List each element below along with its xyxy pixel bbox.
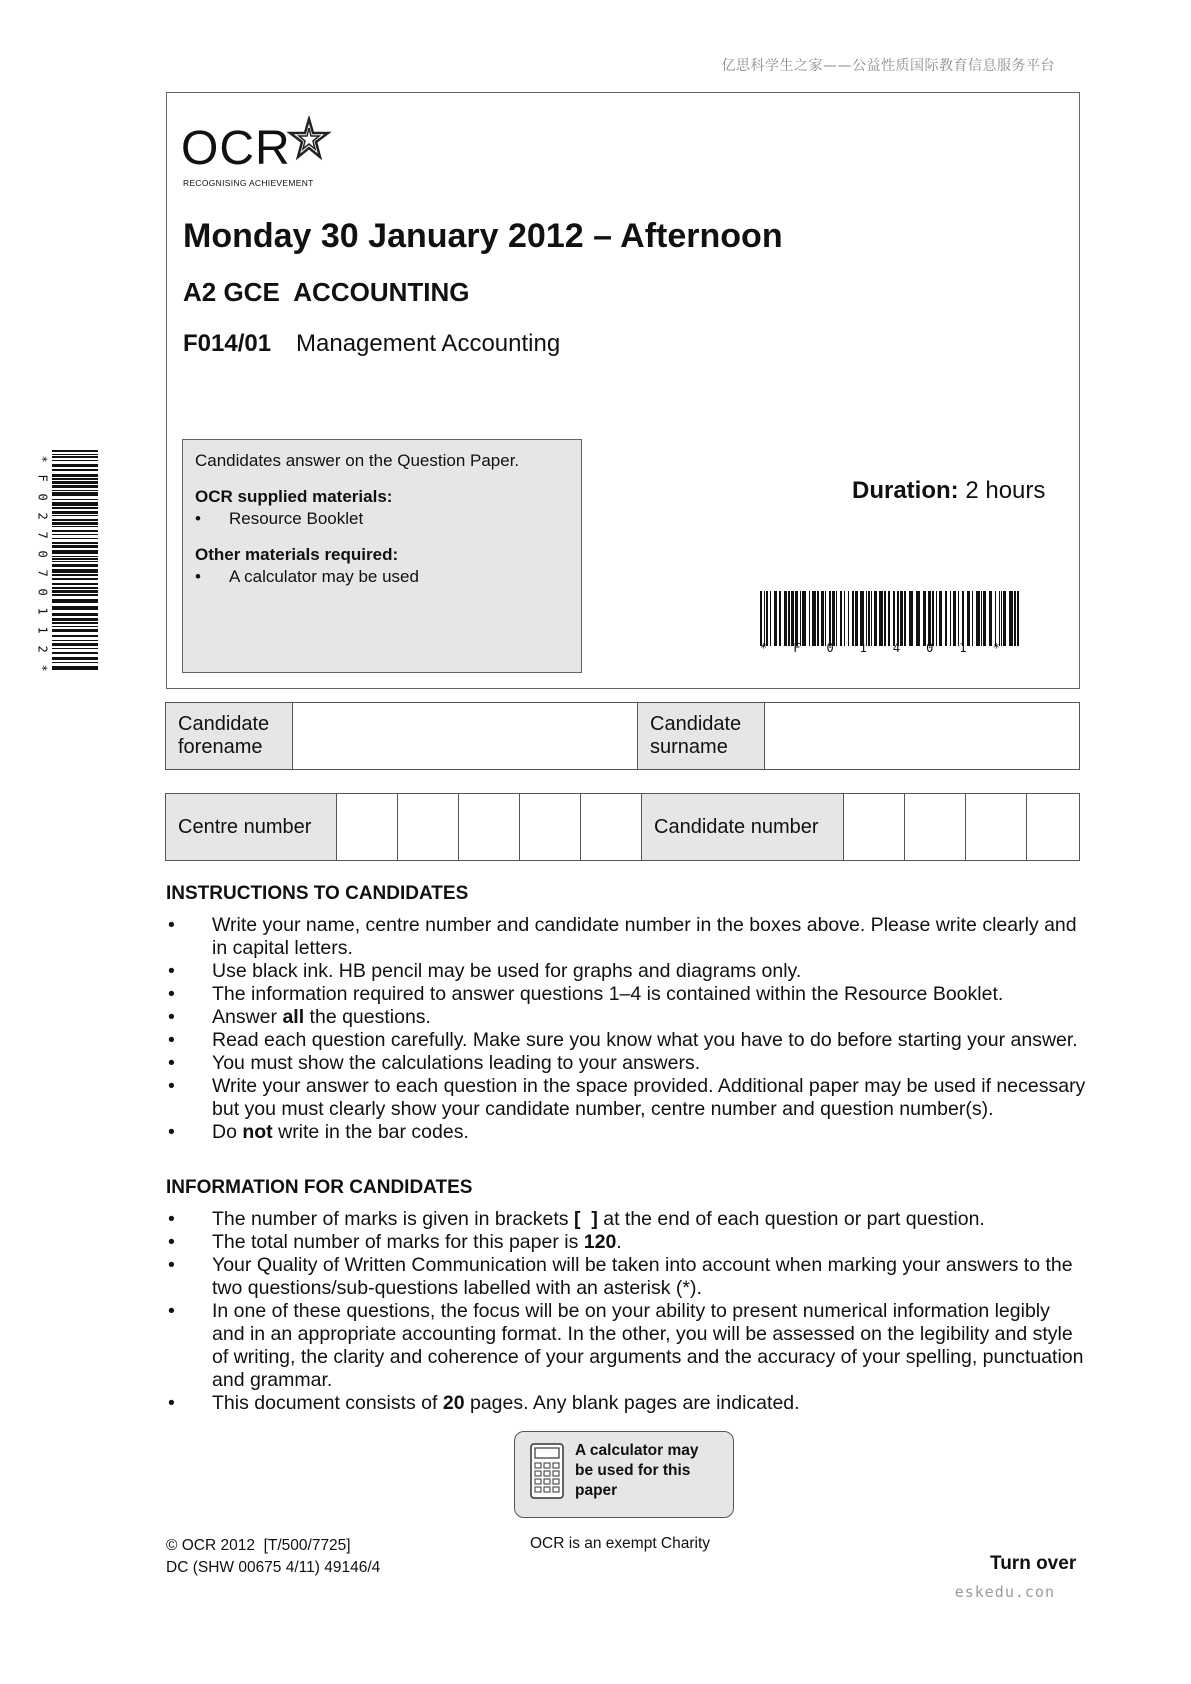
- barcode-bar: [52, 530, 98, 532]
- list-item-text: Do not write in the bar codes.: [212, 1121, 469, 1143]
- bullet-icon: •: [168, 1231, 175, 1253]
- barcode-bar: [52, 464, 98, 467]
- barcode-bar: [972, 591, 973, 646]
- barcode-bar: [52, 490, 98, 491]
- barcode-bar: [904, 591, 906, 646]
- barcode-bar: [976, 591, 980, 646]
- barcode-bar: [897, 591, 899, 646]
- barcode-bar: [825, 591, 826, 646]
- charity-text: OCR is an exempt Charity: [530, 1535, 711, 1552]
- list-item-text: In one of these questions, the focus will be on your ability to present numerical information legibly and in an appropriate accounting format. In the other, you will be assessed on the legibility and style of writing, the clarity and coherence of your arguments and the accuracy of your spelling, punctuation and grammar.: [212, 1300, 1084, 1391]
- required-heading: Other materials required:: [195, 545, 399, 564]
- barcode-bar: [52, 635, 98, 637]
- barcode-bar: [909, 591, 913, 646]
- barcode-bar: [52, 556, 98, 557]
- barcode-char: 1: [35, 626, 50, 634]
- list-item: [166, 1254, 1086, 1300]
- list-item: [166, 1006, 1086, 1029]
- barcode-bar: [52, 542, 98, 544]
- list-item-text: You must show the calculations leading to your answers.: [212, 1052, 701, 1074]
- candidate-name-row: [165, 702, 1080, 770]
- exam-date: Monday 30 January 2012 – Afternoon: [183, 217, 783, 255]
- list-item: [166, 1231, 1086, 1254]
- barcode-bar: [871, 591, 872, 646]
- list-item: [166, 1121, 1086, 1144]
- list-item: [166, 1392, 1086, 1415]
- barcode-bar: [52, 569, 98, 573]
- barcode-bar: [840, 591, 842, 646]
- barcode-bar: [52, 522, 98, 525]
- barcode-bar: [52, 492, 98, 496]
- duration-label: Duration:: [852, 477, 959, 504]
- barcode-bar: [766, 591, 768, 646]
- barcode-bar: [788, 591, 790, 646]
- list-item: [166, 1052, 1086, 1075]
- list-item-text: The information required to answer questions 1–4 is contained within the Resource Booklet.: [212, 983, 1004, 1005]
- barcode-bar: [832, 591, 835, 646]
- barcode-bar: [958, 591, 959, 646]
- forename-label: Candidate forename: [166, 703, 293, 770]
- barcode-bar: [928, 591, 931, 646]
- bullet-icon: •: [168, 1121, 175, 1143]
- barcode-bar: [874, 591, 877, 646]
- calculator-icon: [530, 1443, 564, 1499]
- barcode-char: F: [35, 474, 50, 482]
- supplied-heading: OCR supplied materials:: [195, 487, 393, 506]
- list-item: [166, 1075, 1086, 1121]
- candidate-number-row: [165, 793, 1080, 861]
- barcode-bar: [860, 591, 864, 646]
- barcode-bar: [52, 474, 98, 477]
- barcode-char: 7: [35, 531, 50, 539]
- barcode-bar: [52, 590, 98, 593]
- barcode-bar: [888, 591, 890, 646]
- barcode-char: *: [35, 664, 50, 672]
- barcode-bar: [821, 591, 824, 646]
- list-item-text: Write your name, centre number and candidate number in the boxes above. Please write clearly and in capital letters.: [212, 914, 1077, 959]
- barcode-bar: [52, 526, 98, 527]
- answer-on-text: Candidates answer on the Question Paper.: [195, 451, 520, 470]
- barcode-bar: [779, 591, 781, 646]
- barcode-bar: [1009, 591, 1013, 646]
- barcode-bar: [836, 591, 837, 646]
- barcode-bar: [764, 591, 765, 646]
- barcode-bar: [52, 469, 98, 471]
- barcode-bar: [52, 485, 98, 488]
- barcode-bar: [995, 591, 996, 646]
- bullet-icon: •: [168, 1392, 175, 1414]
- barcode-bar: [760, 591, 762, 646]
- bullet-icon: •: [168, 1075, 175, 1097]
- barcode-bar: [52, 578, 98, 580]
- list-item-text: Write your answer to each question in the space provided. Additional paper may be used if necessary but you must clearly show your candidate number, centre number and question number(s).: [212, 1075, 1086, 1120]
- ocr-logo: OCR: [181, 122, 291, 175]
- barcode-bar: [916, 591, 920, 646]
- candidate-number-digit[interactable]: [966, 794, 1027, 861]
- barcode-bar: [945, 591, 947, 646]
- barcode-bar: [52, 622, 98, 624]
- materials-box: [182, 439, 582, 673]
- centre-number-label: Centre number: [166, 794, 337, 861]
- bullet-icon: •: [168, 914, 175, 936]
- barcode-char: 0: [35, 493, 50, 501]
- barcode-bar: [812, 591, 816, 646]
- barcode-bar: [52, 456, 98, 458]
- logo-tagline: RECOGNISING ACHIEVEMENT: [183, 178, 314, 188]
- barcode-bar: [800, 591, 801, 646]
- list-item-text: The number of marks is given in brackets [ ] at the end of each question or part question.: [212, 1208, 985, 1230]
- barcode-bar: [868, 591, 870, 646]
- ocr-star-icon: [286, 116, 332, 162]
- barcode-bar: [936, 591, 937, 646]
- barcode-char: 7: [35, 569, 50, 577]
- barcode-bar: [52, 550, 98, 554]
- barcode-bar: [923, 591, 926, 646]
- barcode-bar: [52, 538, 98, 539]
- list-item-text: Your Quality of Written Communication will be taken into account when marking your answers to the two questions/sub-questions labelled with an asterisk (*).: [212, 1254, 1073, 1299]
- barcode-char: *: [35, 455, 50, 463]
- barcode-bar: [791, 591, 794, 646]
- duration-value: 2 hours: [965, 477, 1046, 504]
- barcode-bar: [52, 643, 98, 646]
- barcode-bar: [52, 507, 98, 509]
- barcode-bar: [784, 591, 787, 646]
- barcode-bar: [52, 583, 98, 585]
- barcode-bar: [52, 618, 98, 621]
- required-item: • A calculator may be used: [195, 567, 419, 586]
- barcode-bar: [52, 558, 98, 560]
- barcode-bar: [866, 591, 867, 646]
- barcode-paper-text: *F01401*: [760, 641, 1026, 655]
- list-item: [166, 1208, 1086, 1231]
- barcode-bar: [983, 591, 986, 646]
- barcode-bar: [52, 450, 98, 452]
- barcode-bar: [844, 591, 845, 646]
- reference-text: DC (SHW 00675 4/11) 49146/4: [166, 1559, 381, 1576]
- barcode-bar: [52, 460, 98, 461]
- supplied-item: • Resource Booklet: [195, 509, 364, 528]
- barcode-bar: [893, 591, 895, 646]
- barcode-bar: [829, 591, 831, 646]
- barcode-bar: [774, 591, 777, 646]
- barcode-bar: [795, 591, 798, 646]
- centre-number-digit[interactable]: [581, 794, 642, 861]
- barcode-char: 0: [35, 588, 50, 596]
- unit-code: F014/01: [183, 330, 272, 357]
- barcode-bar: [770, 591, 771, 646]
- barcode-bar: [52, 629, 98, 632]
- centre-number-digit[interactable]: [520, 794, 581, 861]
- barcode-bar: [52, 594, 98, 596]
- barcode-bar: [52, 613, 98, 616]
- barcode-bar: [52, 534, 98, 535]
- barcode-bar: [981, 591, 982, 646]
- surname-label: Candidate surname: [638, 703, 765, 770]
- barcode-bar: [52, 511, 98, 514]
- barcode-bar: [52, 652, 98, 654]
- calculator-notice-text: A calculator may be used for this paper: [575, 1442, 699, 1499]
- list-item-text: Answer all the questions.: [212, 1006, 431, 1028]
- candidate-number-label: Candidate number: [642, 794, 844, 861]
- barcode-bar: [52, 657, 98, 660]
- barcode-bar: [52, 478, 98, 480]
- watermark-top: 亿思科学生之家——公益性质国际教育信息服务平台: [721, 58, 1055, 74]
- barcode-char: 2: [35, 512, 50, 520]
- copyright-text: © OCR 2012 [T/500/7725]: [166, 1537, 351, 1554]
- centre-number-digit[interactable]: [398, 794, 459, 861]
- barcode-char: 0: [35, 550, 50, 558]
- barcode-bar: [809, 591, 810, 646]
- list-item: [166, 983, 1086, 1006]
- barcode-bar: [52, 606, 98, 610]
- barcode-bar: [52, 640, 98, 641]
- list-item-text: Use black ink. HB pencil may be used for graphs and diagrams only.: [212, 960, 802, 982]
- bullet-icon: •: [168, 960, 175, 982]
- barcode-bar: [852, 591, 854, 646]
- barcode-bar: [52, 454, 98, 455]
- list-item-text: Read each question carefully. Make sure you know what you have to do before starting your answer.: [212, 1029, 1078, 1051]
- forename-input[interactable]: [293, 703, 638, 770]
- information-title: INFORMATION FOR CANDIDATES: [166, 1177, 473, 1198]
- candidate-number-digit[interactable]: [844, 794, 905, 861]
- barcode-bar: [52, 502, 98, 506]
- barcode-bar: [52, 574, 98, 576]
- list-item: [166, 1029, 1086, 1052]
- bullet-icon: •: [168, 983, 175, 1005]
- bullet-icon: •: [168, 1029, 175, 1051]
- barcode-paper: [760, 591, 1042, 646]
- barcode-bar: [879, 591, 883, 646]
- barcode-bar: [52, 499, 98, 500]
- barcode-bar: [999, 591, 1000, 646]
- barcode-char: 1: [35, 607, 50, 615]
- barcode-bar: [900, 591, 903, 646]
- barcode-bar: [52, 648, 98, 649]
- barcode-bar: [884, 591, 886, 646]
- instructions-list: [166, 914, 1086, 1144]
- barcode-bar: [52, 666, 98, 670]
- barcode-bar: [52, 515, 98, 516]
- barcode-bar: [52, 481, 98, 484]
- barcode-bar: [52, 519, 98, 521]
- barcode-bar: [1003, 591, 1006, 646]
- qualification-title: A2 GCE ACCOUNTING: [183, 277, 470, 307]
- barcode-bar: [953, 591, 956, 646]
- barcode-bar: [1017, 591, 1019, 646]
- barcode-bar: [52, 561, 98, 562]
- barcode-bar: [967, 591, 970, 646]
- instructions-title: INSTRUCTIONS TO CANDIDATES: [166, 883, 469, 904]
- list-item-text: The total number of marks for this paper is 120.: [212, 1231, 622, 1253]
- surname-input[interactable]: [765, 703, 1080, 770]
- barcode-bar: [52, 599, 98, 603]
- list-item-text: This document consists of 20 pages. Any blank pages are indicated.: [212, 1392, 800, 1414]
- bullet-icon: •: [168, 1300, 175, 1322]
- bullet-icon: •: [168, 1254, 175, 1276]
- centre-number-digit[interactable]: [337, 794, 398, 861]
- barcode-bar: [52, 662, 98, 663]
- barcode-bar: [817, 591, 819, 646]
- barcode-bar: [52, 587, 98, 589]
- list-item: [166, 914, 1086, 960]
- bullet-icon: •: [168, 1006, 175, 1028]
- list-item: [166, 960, 1086, 983]
- barcode-bar: [932, 591, 934, 646]
- watermark-bottom: eskedu.con: [954, 1583, 1055, 1601]
- list-item: [166, 1300, 1086, 1392]
- bullet-icon: •: [168, 1208, 175, 1230]
- barcode-bar: [802, 591, 806, 646]
- barcode-bar: [962, 591, 964, 646]
- duration: [852, 477, 1045, 505]
- barcode-bar: [52, 564, 98, 567]
- barcode-bar: [52, 626, 98, 627]
- bullet-icon: •: [168, 1052, 175, 1074]
- information-list: [166, 1208, 1086, 1415]
- barcode-bar: [1001, 591, 1002, 646]
- barcode-bar: [848, 591, 849, 646]
- turn-over-label: Turn over: [990, 1553, 1077, 1574]
- unit-title: Management Accounting: [296, 330, 561, 357]
- barcode-side-text: [36, 452, 48, 680]
- barcode-bar: [52, 545, 98, 548]
- barcode-char: 2: [35, 645, 50, 653]
- candidate-number-digit[interactable]: [905, 794, 966, 861]
- candidate-number-digit[interactable]: [1027, 794, 1080, 861]
- barcode-bar: [939, 591, 942, 646]
- barcode-bar: [1014, 591, 1016, 646]
- barcode-bar: [989, 591, 992, 646]
- barcode-bar: [950, 591, 951, 646]
- centre-number-digit[interactable]: [459, 794, 520, 861]
- footer-left: [166, 1535, 380, 1579]
- barcode-side: [52, 450, 98, 680]
- barcode-bar: [855, 591, 858, 646]
